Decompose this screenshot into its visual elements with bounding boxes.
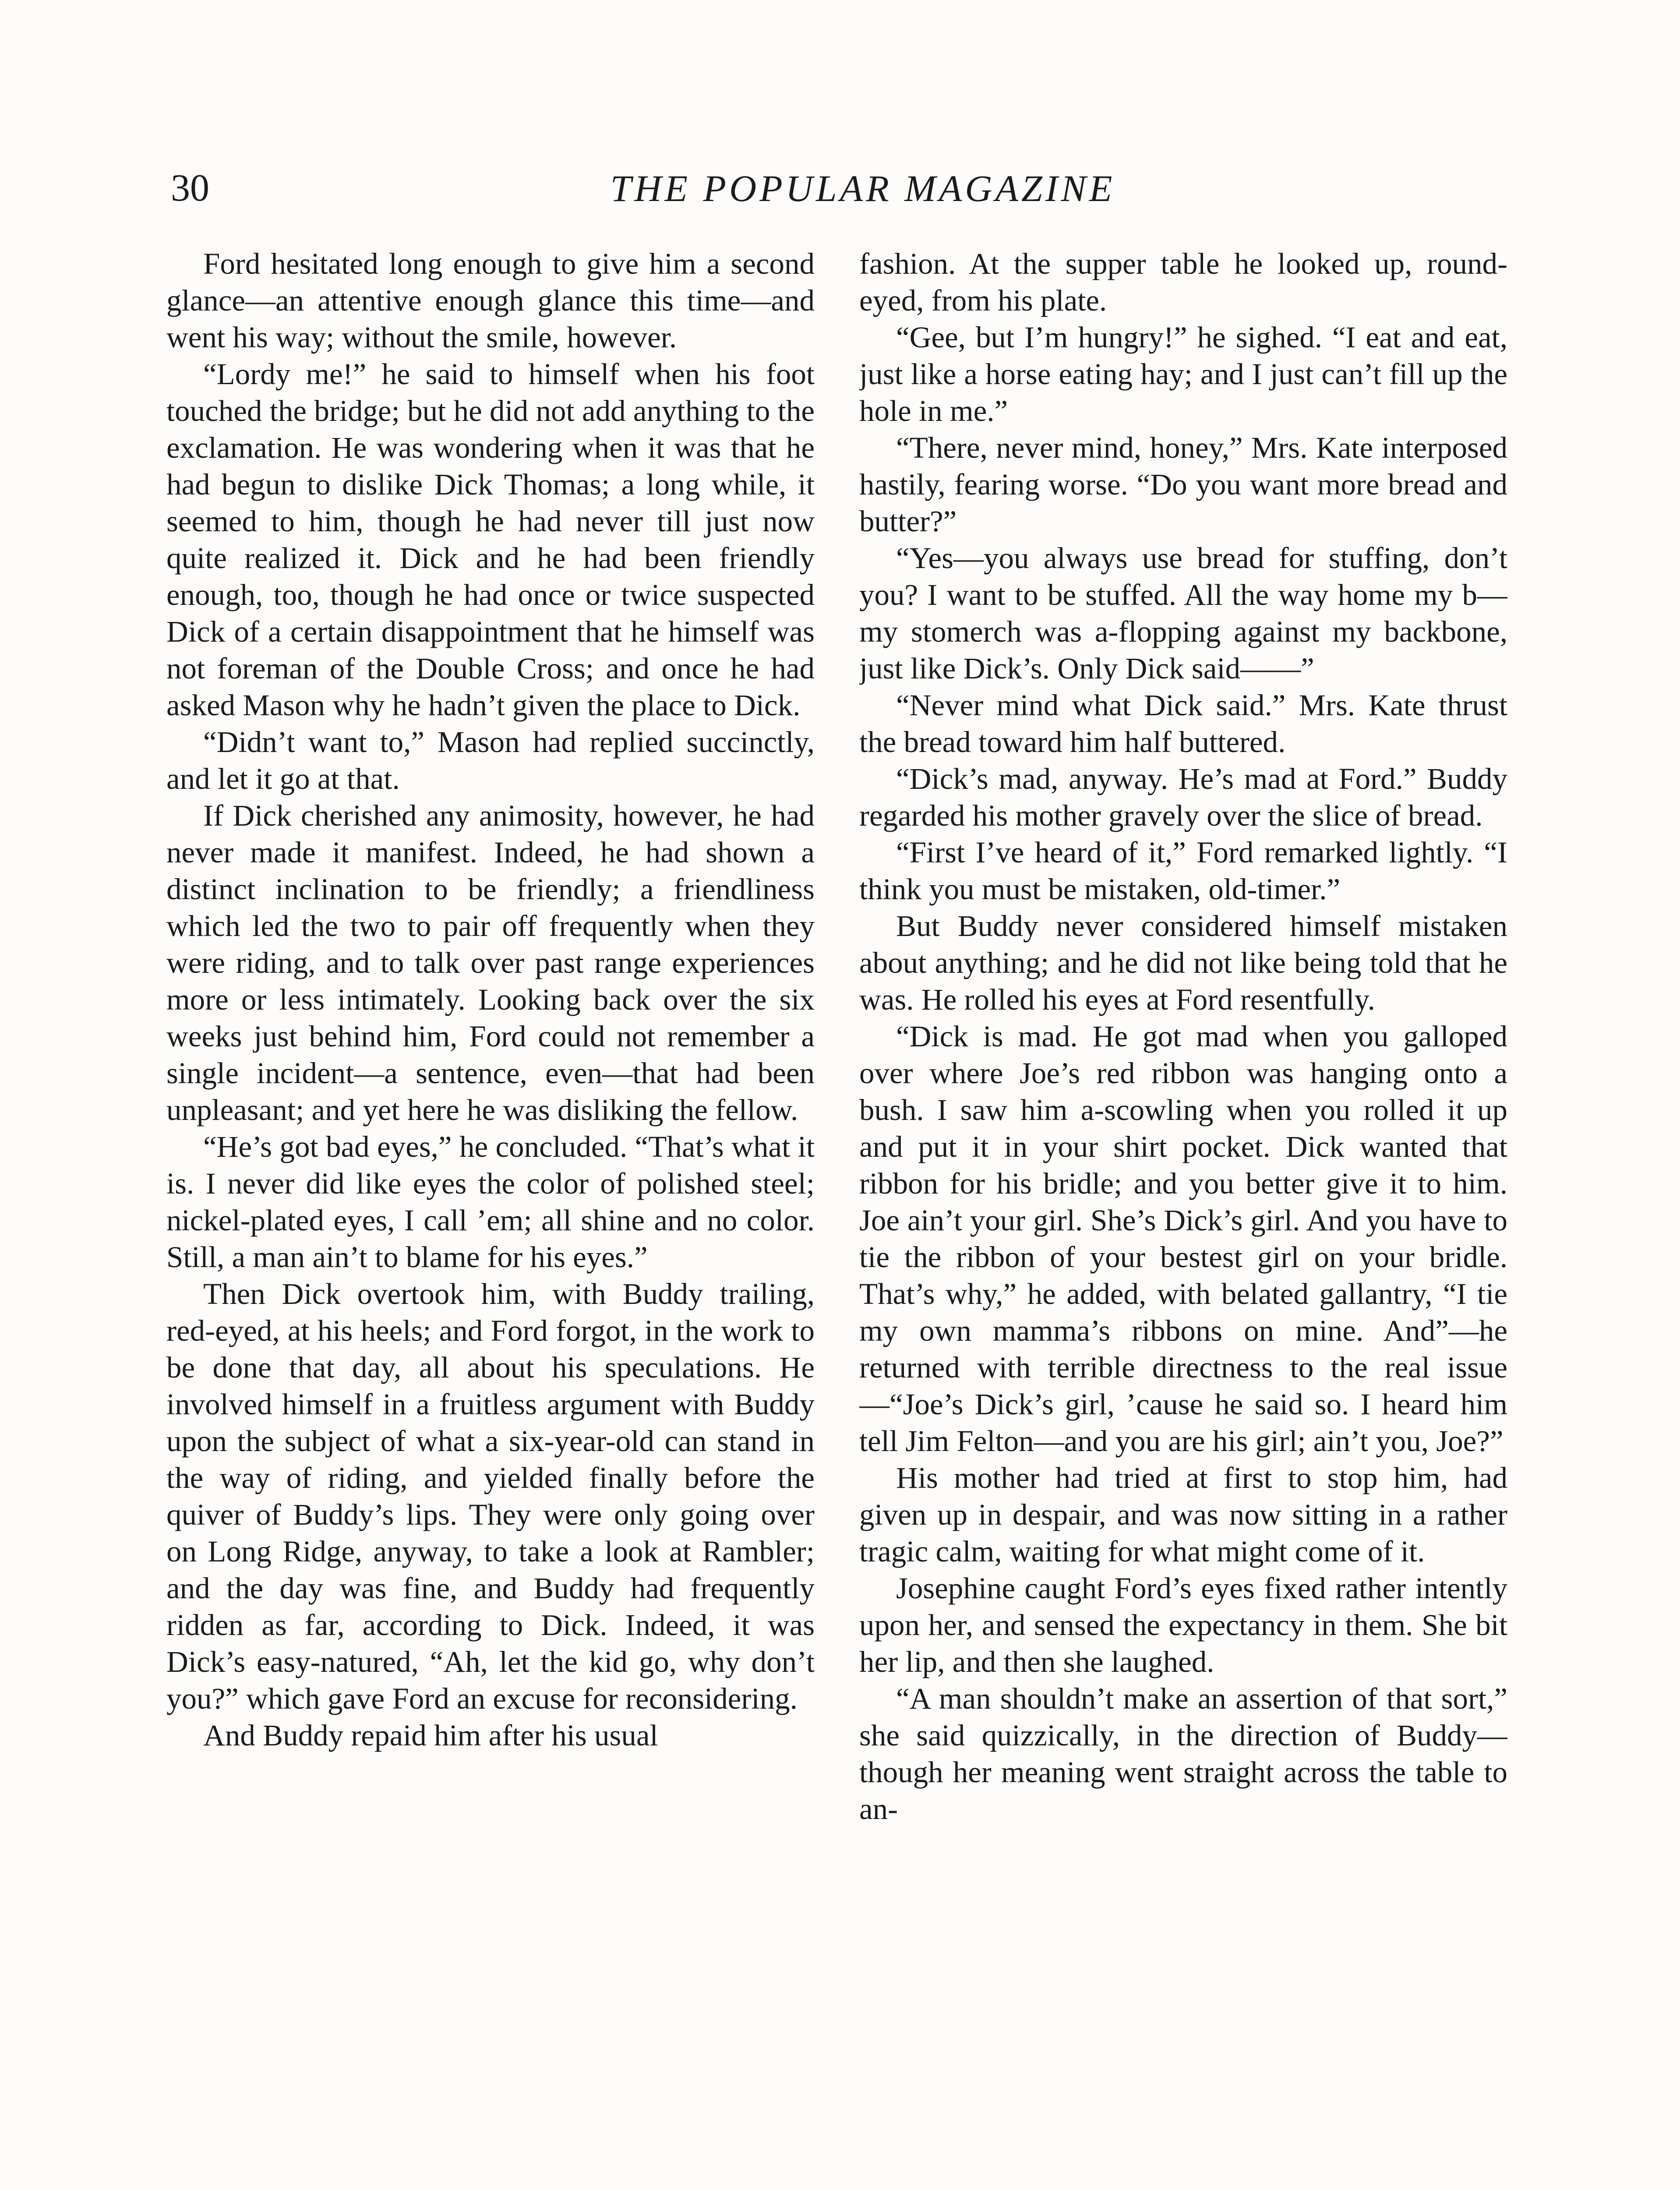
paragraph: “Yes—you always use bread for stuffing, don’t you? I want to be stuffed. All the way home my b—my stomerch was a-flopping against my backbone, just like Dick’s. Only Dick said——” — [859, 541, 1507, 685]
paragraph: And Buddy repaid him after his usual — [203, 1719, 658, 1752]
paragraph: fashion. At the supper table he looked up, round-eyed, from his plate. — [859, 247, 1507, 317]
paragraph: “First I’ve heard of it,” Ford remarked lightly. “I think you must be mistaken, old-timer.” — [859, 836, 1507, 906]
paragraph: Ford hesitated long enough to give him a second glance—an attentive enough glance this time—and went his way; without the smile, however. — [166, 247, 815, 354]
paragraph: “Gee, but I’m hungry!” he sighed. “I eat and eat, just like a horse eating hay; and I just can’t fill up the hole in me.” — [859, 321, 1507, 427]
page-number: 30 — [171, 167, 209, 209]
left-column — [166, 245, 815, 2190]
paragraph: “Dick is mad. He got mad when you galloped over where Joe’s red ribbon was hanging onto a bush. I saw him a-scowling when you rolled it up and put it in your shirt pocket. Dick wanted that ribbon for his bridle; and you better give it to him. Joe ain’t your girl. She’s Dick’s girl. And you have to tie the ribbon of your bestest girl on your bridle. That’s why,” he added, with belated gallantry, “I tie my own mamma’s ribbons on mine. And”—he returned with terrible directness to the real issue —“Joe’s Dick’s girl, ’cause he said so. I heard him tell Jim Felton—and you are his girl; ain’t you, Joe?” — [859, 1020, 1507, 1458]
paragraph: Josephine caught Ford’s eyes fixed rather intently upon her, and sensed the expectancy in them. She bit her lip, and then she laughed. — [859, 1572, 1507, 1678]
paragraph: His mother had tried at first to stop him, had given up in despair, and was now sitting in a rather tragic calm, waiting for what might come of it. — [859, 1461, 1507, 1568]
running-title: THE POPULAR MAGAZINE — [610, 167, 1115, 209]
paragraph: Then Dick overtook him, with Buddy trailing, red-eyed, at his heels; and Ford forgot, in the work to be done that day, all about his speculations. He involved himself in a fruitless argument with Buddy upon the subject of what a six-year-old can stand in the way of riding, and yielded finally before the quiver of Buddy’s lips. They were only going over on Long Ridge, anyway, to take a look at Rambler; and the day was fine, and Buddy had frequently ridden as far, according to Dick. Indeed, it was Dick’s easy-natured, “Ah, let the kid go, why don’t you?” which gave Ford an excuse for reconsidering. — [166, 1277, 815, 1715]
right-column — [859, 245, 1507, 2190]
page-header — [0, 162, 1680, 223]
paragraph: “Didn’t want to,” Mason had replied succinctly, and let it go at that. — [166, 725, 815, 795]
paragraph: But Buddy never considered himself mistaken about anything; and he did not like being told that he was. He rolled his eyes at Ford resentfully. — [859, 909, 1507, 1016]
paragraph: “Never mind what Dick said.” Mrs. Kate thrust the bread toward him half buttered. — [859, 689, 1507, 759]
paragraph: “There, never mind, honey,” Mrs. Kate interposed hastily, fearing worse. “Do you want more bread and butter?” — [859, 431, 1507, 538]
paragraph: “A man shouldn’t make an assertion of that sort,” she said quizzically, in the direction of Buddy—though her meaning went straight across the table to an- — [859, 1682, 1507, 1826]
paragraph: “Lordy me!” he said to himself when his foot touched the bridge; but he did not add anything to the exclamation. He was wondering when it was that he had begun to dislike Dick Thomas; a long while, it seemed to him, though he had never till just now quite realized it. Dick and he had been friendly enough, too, though he had once or twice suspected Dick of a certain disappointment that he himself was not foreman of the Double Cross; and once he had asked Mason why he hadn’t given the place to Dick. — [166, 357, 815, 722]
paragraph: “Dick’s mad, anyway. He’s mad at Ford.” Buddy regarded his mother gravely over the slice of bread. — [859, 762, 1507, 832]
paragraph: “He’s got bad eyes,” he concluded. “That’s what it is. I never did like eyes the color of polished steel; nickel-plated eyes, I call ’em; all shine and no color. Still, a man ain’t to blame for his eyes.” — [166, 1130, 815, 1274]
paragraph: If Dick cherished any animosity, however, he had never made it manifest. Indeed, he had shown a distinct inclination to be friendly; a friendliness which led the two to pair off frequently when they were riding, and to talk over past range experiences more or less intimately. Looking back over the six weeks just behind him, Ford could not remember a single incident—a sentence, even—that had been unpleasant; and yet here he was disliking the fellow. — [166, 799, 815, 1127]
